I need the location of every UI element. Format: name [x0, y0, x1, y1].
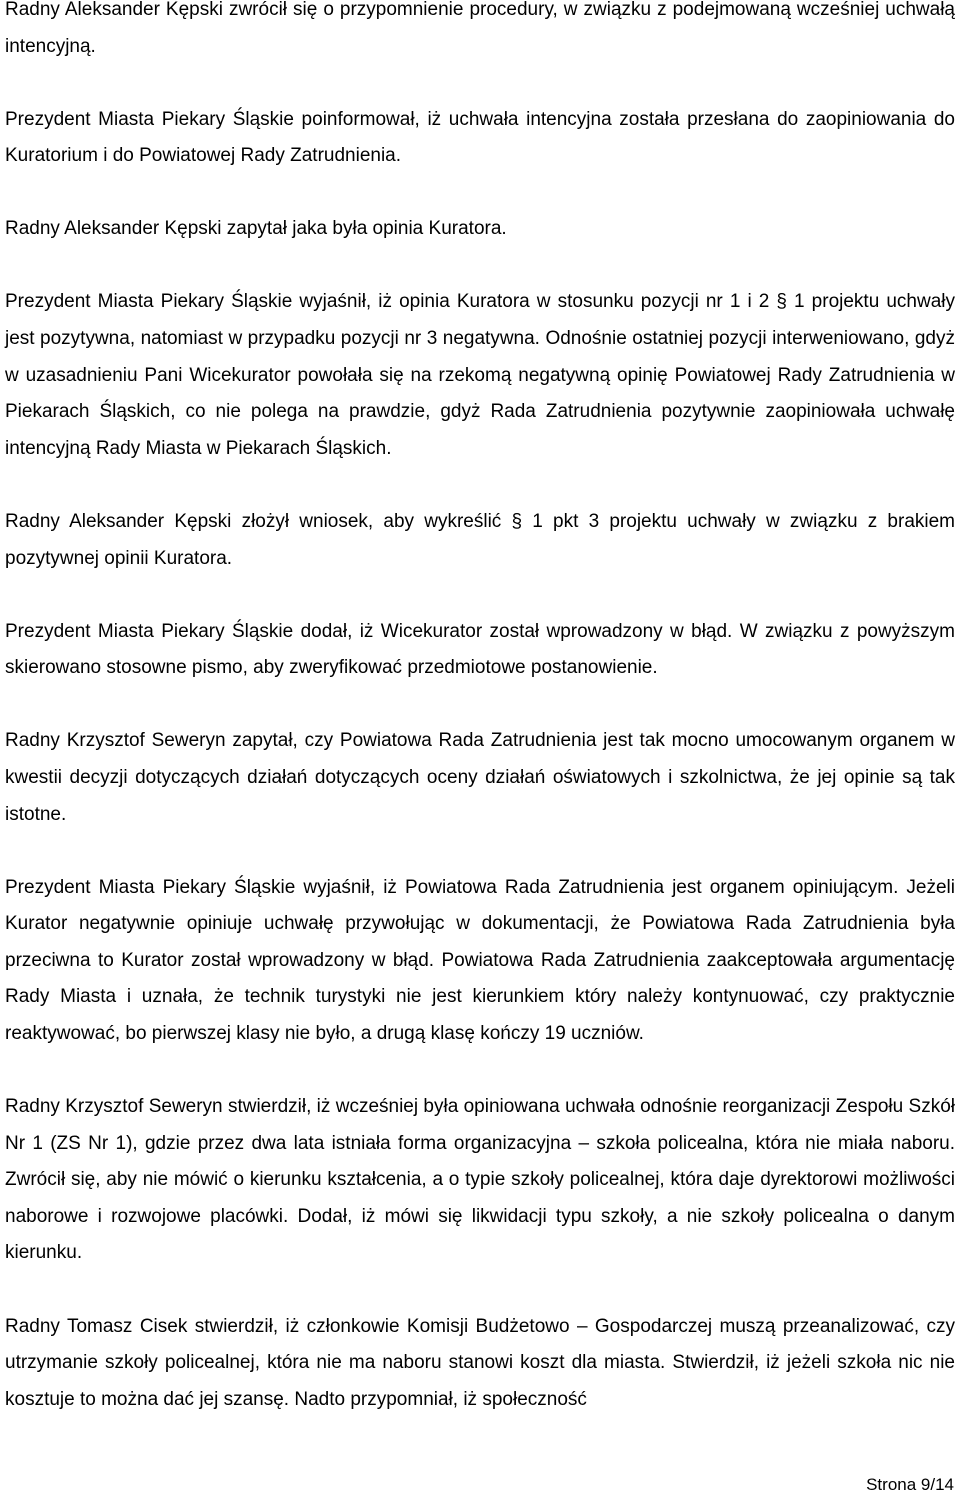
paragraph-9: Radny Krzysztof Seweryn stwierdził, iż wcześniej była opiniowana uchwała odnośnie reorganizacji Zespołu Szkół Nr 1 (ZS Nr 1), gdzie przez dwa lata istniała forma organizacyjna – szkoła policealna, która nie miała naboru. Zwrócił się, aby nie mówić o kierunku kształcenia, a o typie szkoły policealnej, która daje dyrektorowi możliwości naborowe i rozwojowe placówki. Dodał, iż mówi się likwidacji typu szkoły, a nie szkoły policealna o danym kierunku.	[5, 1096, 955, 1264]
paragraph-gap	[5, 1272, 955, 1309]
paragraph-1: Radny Aleksander Kępski zwrócił się o przypomnienie procedury, w związku z podejmowaną wcześniej uchwałą intencyjną.	[5, 0, 955, 57]
paragraph-7: Radny Krzysztof Seweryn zapytał, czy Powiatowa Rada Zatrudnienia jest tak mocno umocowanym organem w kwestii decyzji dotyczących działań dotyczących oceny działań oświatowych i szkolnictwa, że jej opinie są tak istotne.	[5, 730, 955, 825]
paragraph-gap	[5, 577, 955, 614]
paragraph-gap	[5, 687, 955, 724]
paragraph-4: Prezydent Miasta Piekary Śląskie wyjaśnił, iż opinia Kuratora w stosunku pozycji nr 1 i 2 § 1 projektu uchwały jest pozytywna, natomiast w przypadku pozycji nr 3 negatywna. Odnośnie ostatniej pozycji interweniowano, gdyż w uzasadnieniu Pani Wicekurator powołała się na rzekomą negatywną opinię Powiatowej Rady Zatrudnienia w Piekarach Śląskich, co nie polega na prawdzie, gdyż Rada Zatrudnienia pozytywnie zaopiniowała uchwałę intencyjną Rady Miasta w Piekarach Śląskich.	[5, 291, 955, 459]
page-number: Strona 9/14	[866, 1475, 954, 1494]
paragraph-gap	[5, 467, 955, 504]
paragraph-gap	[5, 833, 955, 870]
paragraph-gap	[5, 1053, 955, 1090]
paragraph-gap	[5, 65, 955, 102]
paragraph-2: Prezydent Miasta Piekary Śląskie poinformował, iż uchwała intencyjna została przesłana do zaopiniowania do Kuratorium i do Powiatowej Rady Zatrudnienia.	[5, 108, 955, 167]
paragraph-5: Radny Aleksander Kępski złożył wniosek, aby wykreślić § 1 pkt 3 projektu uchwały w związku z brakiem pozytywnej opinii Kuratora.	[5, 510, 955, 569]
paragraph-10: Radny Tomasz Cisek stwierdził, iż członkowie Komisji Budżetowo – Gospodarczej muszą przeanalizować, czy utrzymanie szkoły policealnej, która nie ma naboru stanowi koszt dla miasta. Stwierdził, iż jeżeli szkoła nic nie kosztuje to można dać jej szansę. Nadto przypomniał, iż społeczność	[5, 1315, 955, 1410]
paragraph-6: Prezydent Miasta Piekary Śląskie dodał, iż Wicekurator został wprowadzony w błąd. W związku z powyższym skierowano stosowne pismo, aby zweryfikować przedmiotowe postanowienie.	[5, 620, 955, 679]
document-page	[5, 0, 955, 1418]
paragraph-3: Radny Aleksander Kępski zapytał jaka była opinia Kuratora.	[5, 218, 507, 240]
paragraph-gap	[5, 175, 955, 212]
paragraph-gap	[5, 248, 955, 285]
paragraph-8: Prezydent Miasta Piekary Śląskie wyjaśnił, iż Powiatowa Rada Zatrudnienia jest organem opiniującym. Jeżeli Kurator negatywnie opiniuje uchwałę przywołując w dokumentacji, że Powiatowa Rada Zatrudnienia była przeciwna to Kurator został wprowadzony w błąd. Powiatowa Rada Zatrudnienia zaakceptowała argumentację Rady Miasta i uznała, że technik turystyki nie jest kierunkiem który należy kontynuować, czy praktycznie reaktywować, bo pierwszej klasy nie było, a drugą klasę kończy 19 uczniów.	[5, 876, 955, 1044]
